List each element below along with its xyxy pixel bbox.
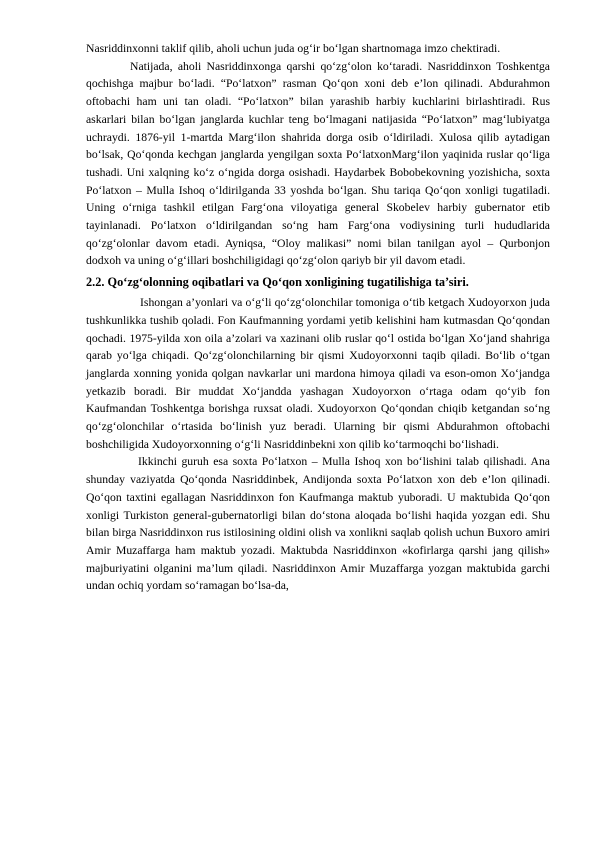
document-page (86, 40, 550, 595)
paragraph-uprising-aftermath: Natijada, aholi Nasriddinxonga qarshi qo‘zg‘olon ko‘taradi. Nasriddinxon Toshkentga qochishga majbur bo‘ladi. “Po‘latxon” rasman Qo‘qon xoni deb e’lon qilinadi. Abdurahmon oftobachi ham uni tan oladi. “Po‘latxon” bilan yarashib harbiy kuchlarini birlashtiradi. Rus askarlari bilan bo‘lgan janglarda kuchlar teng bo‘lmagani natijasida “Po‘latxon” mag‘lubiyatga uchraydi. 1876-yil 1-martda Marg‘ilon shahrida dorga osib o‘ldiriladi. Xulosa qilib aytadigan bo‘lsak, Qo‘qonda kechgan janglarda yengilgan soxta Po‘latxonMarg‘ilon yaqinida ruslar qo‘liga tushadi. Uni xalqning ko‘z o‘ngida dorga osishadi. Haydarbek Bobobekovning yozishicha, soxta Po‘latxon – Mulla Ishoq o‘ldirilganda 33 yoshda bo‘lgan. Shu tariqa Qo‘qon xonligi tugatiladi. Uning o‘rniga tashkil etilgan Farg‘ona viloyatiga general Skobelev harbiy gubernator etib tayinlanadi. Po‘latxon o‘ldirilgandan so‘ng ham Farg‘ona vodiysining turli hududlarida qo‘zg‘olonlar davom etadi. Ayniqsa, “Oloy malikasi” nomi bilan tanilgan ayol – Qurbonjon dodxoh va uning o‘g‘illari boshchiligidagi qo‘zg‘olon qariyb bir yil davom etadi. (86, 59, 550, 268)
paragraph-khudoyorkhan-flight: Ishongan a’yonlari va o‘g‘li qo‘zg‘olonchilar tomoniga o‘tib ketgach Xudoyorxon juda tushkunlikka tushib qoladi. Fon Kaufmanning yordami yetib kelishini ham kutmasdan Qo‘qondan qochadi. 1975-yilda xon oila a’zolari va xazinani olib ruslar qo‘l ostida bo‘lgan Xo‘jand shahriga qarab yo‘lga chiqadi. Qo‘zg‘olonchilarning bir qismi Xudoyorxonni taqib qiladi. Bo‘lib o‘tgan janglarda xonning yonida qolgan navkarlar uni mardona himoya qiladi va eson-omon Xo‘jandga yetkazib boradi. Bir muddat Xo‘jandda yashagan Xudoyorxon o‘rtaga odam qo‘yib fon Kaufmandan Toshkentga borishga ruxsat oladi. Xudoyorxon Qo‘qondan chiqib ketgandan so‘ng qo‘zg‘olonchilar o‘rtasida bo‘linish yuz beradi. Ularning bir qismi Abdurahmon oftobachi boshchiligida Xudoyorxonning o‘g‘li Nasriddinbekni xon qilib ko‘tarmoqchi bo‘lishadi. (86, 296, 550, 451)
section-heading: 2.2. Qo‘zg‘olonning oqibatlari va Qo‘qon xonligining tugatilishiga ta’siri. (86, 275, 469, 290)
paragraph-second-group: Ikkinchi guruh esa soxta Po‘latxon – Mulla Ishoq xon bo‘lishini talab qilishadi. Ana shunday vaziyatda Qo‘qonda Nasriddinbek, Andijonda soxta Po‘latxon xon deb e’lon qilinadi. Qo‘qon taxtini egallagan Nasriddinxon fon Kaufmanga maktub yuboradi. U maktubida Qo‘qon xonligi Turkiston general-gubernatorligi bilan do‘stona aloqada bo‘lishi haqida yozgan edi. Shu bilan birga Nasriddinxon rus istilosining oldini olish va xonlikni saqlab qolish uchun Buxoro amiri Amir Muzaffarga ham maktub yozadi. Maktubda Nasriddinxon «kofirlarga qarshi jang qilish» majburiyatini olganini ma’lum qiladi. Nasriddinxon Amir Muzaffarga yozgan maktubida garchi undan ochiq yordam so‘ramagan bo‘lsa-da, (86, 455, 550, 593)
paragraph-continuation: Nasriddinxonni taklif qilib, aholi uchun juda og‘ir bo‘lgan shartnomaga imzo chektiradi. (86, 42, 501, 55)
